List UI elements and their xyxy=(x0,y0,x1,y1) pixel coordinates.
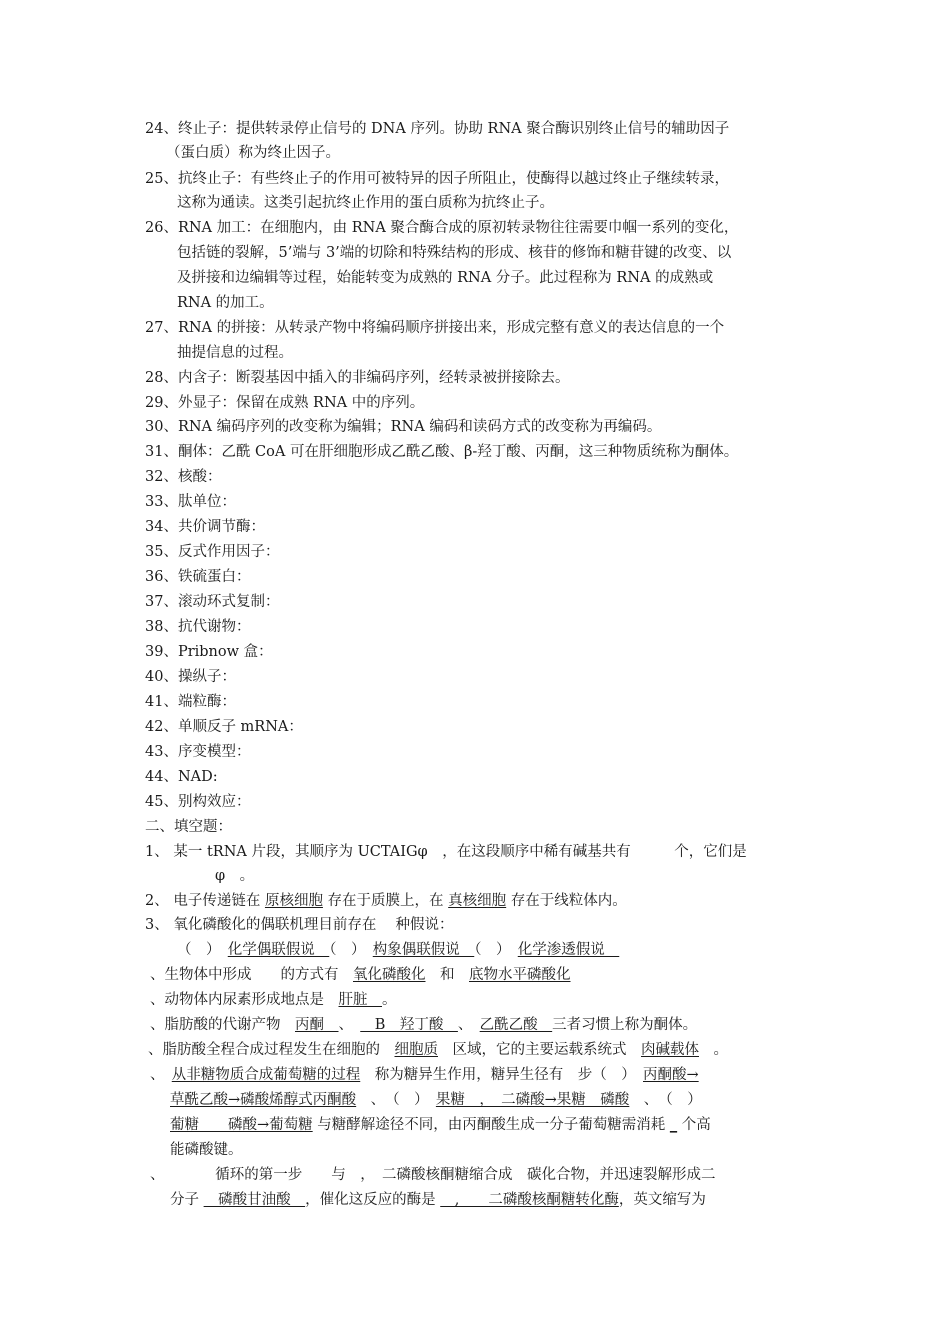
q2-answer-2: 真核细胞 xyxy=(448,893,507,909)
q9-answer-2: , 二磷酸核酮糖转化酶 xyxy=(440,1192,619,1208)
q9-answer-1: 磷酸甘油酸 xyxy=(203,1192,306,1208)
fill-q4 xyxy=(150,965,571,985)
q3-text-2: （ ） xyxy=(329,942,373,958)
definition-40: 40、操纵子： xyxy=(145,669,236,685)
q8-text-2: 称为糖异生作用，糖异生径有 步（ ） xyxy=(360,1067,643,1083)
definition-26-line-2: 包括链的裂解，5’端与 3’端的切除和特殊结构的形成、核苷的修饰和糖苷键的改变、以 xyxy=(177,245,732,261)
q3-answer-3: 化学渗透假说 xyxy=(517,942,620,958)
q6-text-3: 、 xyxy=(457,1017,480,1033)
fill-q3-line-1: 3、 氧化磷酸化的偶联机理目前存在 种假说： xyxy=(145,917,454,933)
q9-text-2: ，催化这反应的酶是 xyxy=(305,1192,441,1208)
q7-answer-1: 细胞质 xyxy=(394,1042,438,1058)
fill-q5 xyxy=(150,990,397,1010)
definition-32: 32、核酸： xyxy=(145,469,222,485)
definition-28: 28、内含子：断裂基因中插入的非编码序列，经转录被拼接除去。 xyxy=(145,370,570,386)
q8-answer-2: 丙酮酸→ xyxy=(643,1067,699,1083)
q4-text-2: 和 xyxy=(425,967,469,983)
q6-answer-1: 丙酮 xyxy=(295,1017,339,1033)
q2-text-3: 存在于线粒体内。 xyxy=(506,893,627,909)
fill-q7 xyxy=(148,1040,728,1060)
q8-answer-3: 草酰乙酸→磷酸烯醇式丙酮酸 xyxy=(170,1092,357,1108)
q8-text-4: 、 （ ） xyxy=(629,1092,702,1108)
q3-answer-2: 构象偶联假说 xyxy=(372,942,475,958)
q2-answer-1: 原核细胞 xyxy=(264,893,323,909)
q8-answer-4: 果糖 ， 二磷酸→果糖 磷酸 xyxy=(435,1092,630,1108)
definition-33: 33、肽单位： xyxy=(145,494,236,510)
q6-text-1: 、脂肪酸的代谢产物 xyxy=(150,1017,295,1033)
definition-42: 42、单顺反子 mRNA： xyxy=(145,719,303,735)
definition-24-line-1: 24、终止子：提供转录停止信号的 DNA 序列。协助 RNA 聚合酶识别终止信号的辅助因子 xyxy=(145,121,730,137)
q5-answer-1: 肝脏 xyxy=(338,992,382,1008)
q5-text-2: 。 xyxy=(382,992,397,1008)
q6-text-4: 三者习惯上称为酮体。 xyxy=(552,1017,698,1033)
definition-29: 29、外显子：保留在成熟 RNA 中的序列。 xyxy=(145,395,425,411)
q3-text-3: （ ） xyxy=(474,942,518,958)
definition-27-line-2: 抽提信息的过程。 xyxy=(177,345,293,361)
section-heading: 二、填空题： xyxy=(145,819,232,835)
definition-41: 41、端粒酶： xyxy=(145,694,236,710)
q3-text-1: （ ） xyxy=(177,942,228,958)
q6-answer-2: B 羟丁酸 xyxy=(360,1017,458,1033)
q7-answer-2: 肉碱载体 xyxy=(641,1042,699,1058)
definition-45: 45、别构效应： xyxy=(145,794,251,810)
q8-text-1: 、 xyxy=(150,1067,172,1083)
q6-answer-3: 乙酰乙酸 xyxy=(479,1017,553,1033)
definition-37: 37、滚动环式复制： xyxy=(145,594,280,610)
definition-31: 31、酮体：乙酰 CoA 可在肝细胞形成乙酰乙酸、β-羟丁酸、丙酮，这三种物质统称为酮体。 xyxy=(145,444,739,460)
q3-answer-1: 化学偶联假说 xyxy=(227,942,330,958)
fill-q8-line-4: 能磷酸键。 xyxy=(170,1142,243,1158)
definition-43: 43、序变模型： xyxy=(145,744,251,760)
definition-25-line-1: 25、抗终止子：有些终止子的作用可被特异的因子所阻止，使酶得以越过终止子继续转录， xyxy=(145,171,729,187)
fill-q9-line-2 xyxy=(170,1190,706,1210)
q7-text-1: 、脂肪酸全程合成过程发生在细胞的 xyxy=(148,1042,395,1058)
q8-answer-5: 葡糖 磷酸→葡萄糖 xyxy=(170,1117,313,1133)
fill-q1-line-1: 1、 某一 tRNA 片段，其顺序为 UCTAIGφ ，在这段顺序中稀有碱基共有 个，它们是 xyxy=(145,844,747,860)
definition-26-line-1: 26、RNA 加工：在细胞内，由 RNA 聚合酶合成的原初转录物往往需要巾帼一系列的变化， xyxy=(145,220,739,236)
q7-text-2: 区域，它的主要运载系统式 xyxy=(438,1042,641,1058)
fill-q3-line-2 xyxy=(177,940,619,960)
definition-39: 39、Pribnow 盒： xyxy=(145,644,273,660)
q8-text-5: 与糖酵解途径不同，由丙酮酸生成一分子葡萄糖需消耗 xyxy=(312,1117,670,1133)
q5-text-1: 、动物体内尿素形成地点是 xyxy=(150,992,339,1008)
definition-34: 34、共价调节酶： xyxy=(145,519,265,535)
q9-text-1: 分子 xyxy=(170,1192,204,1208)
q2-text-1: 2、 电子传递链在 xyxy=(145,893,265,909)
definition-35: 35、反式作用因子： xyxy=(145,544,280,560)
fill-q9-line-1: 、 循环的第一步 与 ， 二磷酸核酮糖缩合成 碳化合物，并迅速裂解形成二 xyxy=(150,1167,716,1183)
definition-30: 30、RNA 编码序列的改变称为编辑；RNA 编码和读码方式的改变称为再编码。 xyxy=(145,419,662,435)
definition-44: 44、NAD: xyxy=(145,769,218,785)
q7-text-3: 。 xyxy=(699,1042,728,1058)
fill-q2 xyxy=(145,891,627,911)
q8-answer-1: 从非糖物质合成葡萄糖的过程 xyxy=(171,1067,361,1083)
q8-text-6: 个高 xyxy=(677,1117,711,1133)
fill-q6 xyxy=(150,1015,697,1035)
definition-25-line-2: 这称为通读。这类引起抗终止作用的蛋白质称为抗终止子。 xyxy=(177,195,554,211)
q4-answer-2: 底物水平磷酸化 xyxy=(469,967,571,983)
definition-38: 38、抗代谢物： xyxy=(145,619,251,635)
definition-26-line-4: RNA 的加工。 xyxy=(177,295,274,311)
fill-q1-line-2: φ 。 xyxy=(215,868,255,884)
fill-q8-line-3 xyxy=(170,1115,711,1135)
fill-q8-line-2 xyxy=(170,1090,702,1110)
definition-36: 36、铁硫蛋白： xyxy=(145,569,251,585)
q4-text-1: 、生物体中形成 的方式有 xyxy=(150,967,353,983)
fill-q8-line-1 xyxy=(150,1065,699,1085)
q4-answer-1: 氧化磷酸化 xyxy=(353,967,426,983)
q9-text-3: ，英文缩写为 xyxy=(618,1192,706,1208)
q6-text-2: 、 xyxy=(338,1017,361,1033)
q8-text-3: 、 （ ） xyxy=(356,1092,436,1108)
definition-24-line-2: （蛋白质）称为终止因子。 xyxy=(166,145,340,161)
q8-answer-6: _ xyxy=(669,1117,678,1133)
q2-text-2: 存在于质膜上，在 xyxy=(322,893,449,909)
definition-27-line-1: 27、RNA 的拼接：从转录产物中将编码顺序拼接出来，形成完整有意义的表达信息的一个 xyxy=(145,320,725,336)
definition-26-line-3: 及拼接和边编辑等过程，始能转变为成熟的 RNA 分子。此过程称为 RNA 的成熟或 xyxy=(177,270,714,286)
